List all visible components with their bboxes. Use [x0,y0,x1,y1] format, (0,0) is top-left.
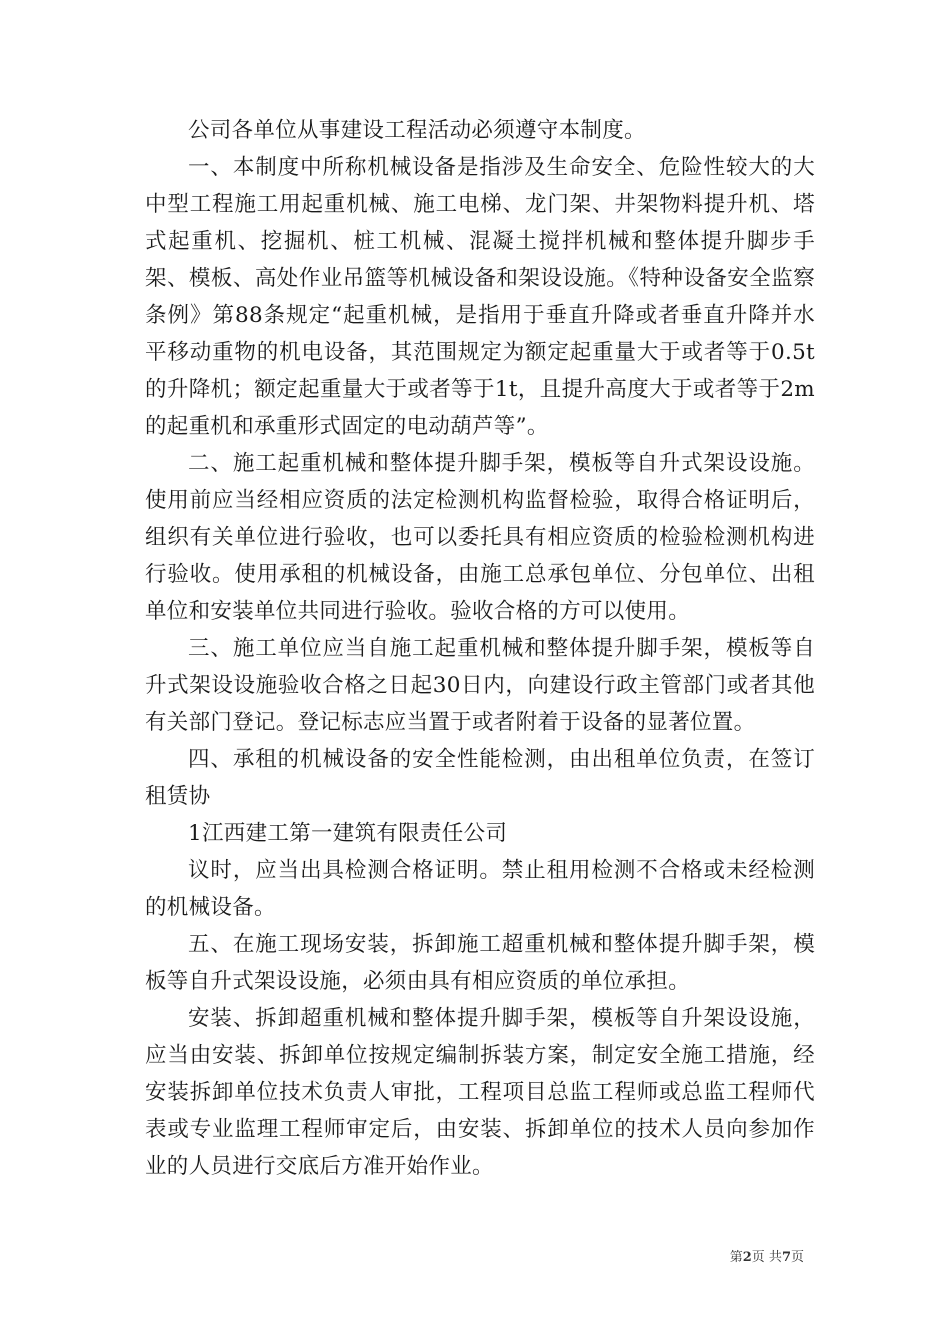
page-number-suffix: 页 [790,1250,804,1265]
document-body [145,112,815,1185]
paragraph-item-5-detail: 安装、拆卸超重机械和整体提升脚手架，模板等自升架设设施，应当由安装、拆卸单位按规定编制拆装方案，制定安全施工措施，经安装拆卸单位技术负责人审批，工程项目总监工程师或总监工程师代表或专业监理工程师审定后，由安装、拆卸单位的技术人员向参加作业的人员进行交底后方准开始作业。 [145,1006,815,1179]
page-number-total: 7 [781,1250,791,1265]
page-number-prefix: 第 [729,1250,743,1265]
page-number-middle: 页 共 [751,1250,782,1265]
paragraph-item-3: 三、施工单位应当自施工起重机械和整体提升脚手架，模板等自升式架设设施验收合格之日起30日内，向建设行政主管部门或者其他有关部门登记。登记标志应当置于或者附着于设备的显著位置。 [145,636,815,735]
paragraph-intro: 公司各单位从事建设工程活动必须遵守本制度。 [188,118,646,143]
page-number [730,1246,804,1265]
paragraph-item-4-continued: 议时，应当出具检测合格证明。禁止租用检测不合格或未经检测的机械设备。 [145,858,815,920]
page-number-current: 2 [742,1250,752,1265]
paragraph-item-1: 一、本制度中所称机械设备是指涉及生命安全、危险性较大的大中型工程施工用起重机械、施工电梯、龙门架、井架物料提升机、塔式起重机、挖掘机、桩工机械、混凝土搅拌机械和整体提升脚步手架、模板、高处作业吊篮等机械设备和架设设施。《特种设备安全监察条例》第88条规定“起重机械，是指用于垂直升降或者垂直升降并水平移动重物的机电设备，其范围规定为额定起重量大于或者等于0.5t的升降机；额定起重量大于或者等于1t，且提升高度大于或者等于2m的起重机和承重形式固定的电动葫芦等”。 [145,155,815,439]
paragraph-item-5: 五、在施工现场安装，拆卸施工超重机械和整体提升脚手架，模板等自升式架设设施，必须由具有相应资质的单位承担。 [145,932,815,994]
paragraph-item-2: 二、施工起重机械和整体提升脚手架，模板等自升式架设设施。使用前应当经相应资质的法定检测机构监督检验，取得合格证明后，组织有关单位进行验收，也可以委托具有相应资质的检验检测机构进行验收。使用承租的机械设备，由施工总承包单位、分包单位、出租单位和安装单位共同进行验收。验收合格的方可以使用。 [145,451,815,624]
paragraph-item-4: 四、承租的机械设备的安全性能检测，由出租单位负责，在签订租赁协 [145,747,815,809]
company-line: 1江西建工第一建筑有限责任公司 [188,821,508,846]
